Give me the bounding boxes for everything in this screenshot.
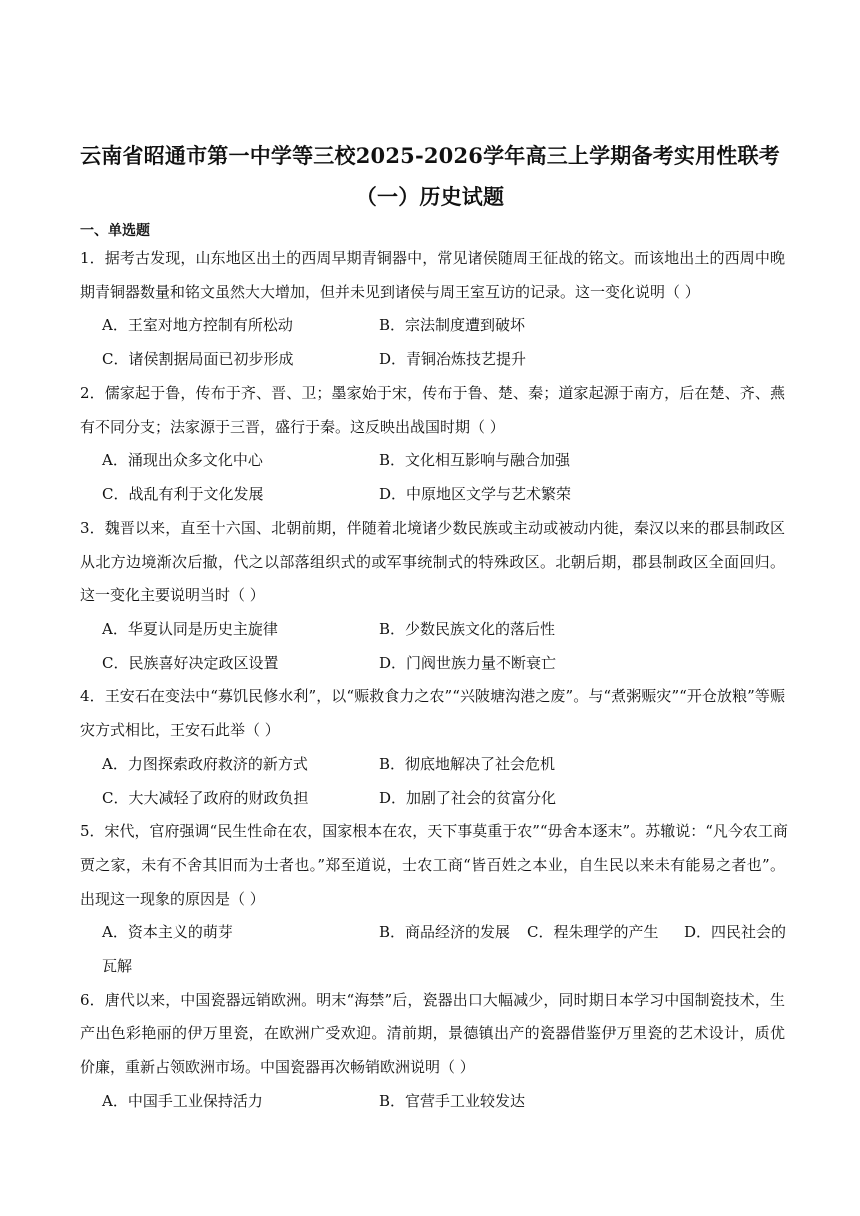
question-3-option-c: C．民族喜好决定政区设置 [102, 654, 279, 672]
question-6-option-b: B．官营手工业较发达 [379, 1092, 526, 1110]
question-6-text-line-2: 产出色彩艳丽的伊万里瓷，在欧洲广受欢迎。清前期，景德镇出产的瓷器借鉴伊万里瓷的艺术设计，质优 [80, 1024, 785, 1042]
question-6-option-a: A．中国手工业保持活力 [102, 1092, 263, 1110]
question-2-text-line-1: 2．儒家起于鲁，传布于齐、晋、卫；墨家始于宋，传布于鲁、楚、秦；道家起源于南方，后在楚、齐、燕 [80, 384, 785, 402]
exam-title-line-1: 云南省昭通市第一中学等三校2025-2026学年高三上学期备考实用性联考 [80, 143, 780, 168]
question-1-option-a: A．王室对地方控制有所松动 [102, 316, 293, 334]
question-4-text-line-2: 灾方式相比，王安石此举（ ） [80, 721, 280, 739]
question-5-text-line-1: 5．宋代，官府强调“民生性命在农，国家根本在农，天下事莫重于农”“毋舍本逐末”。苏辙说：“凡今农工商 [80, 822, 788, 840]
question-1-option-c: C．诸侯割据局面已初步形成 [102, 350, 294, 368]
question-5-option-c: C．程朱理学的产生 [527, 923, 659, 941]
question-4-option-b: B．彻底地解决了社会危机 [379, 755, 556, 773]
question-5-text-line-2: 贾之家，未有不舍其旧而为士者也。”郑至道说，士农工商“皆百姓之本业，自生民以来未有能易之者也”。 [80, 856, 785, 874]
question-1-text-line-1: 1．据考古发现，山东地区出土的西周早期青铜器中，常见诸侯随周王征战的铭文。而该地出土的西周中晚 [80, 249, 785, 267]
question-5-text-line-3: 出现这一现象的原因是（ ） [80, 890, 265, 908]
question-2-text-line-2: 有不同分支；法家源于三晋，盛行于秦。这反映出战国时期（ ） [80, 418, 505, 436]
question-5-option-b: B．商品经济的发展 [379, 923, 511, 941]
question-4-option-c: C．大大减轻了政府的财政负担 [102, 789, 309, 807]
question-1-option-b: B．宗法制度遭到破坏 [379, 316, 526, 334]
exam-title-line-2: （一）历史试题 [355, 184, 505, 209]
question-3-text-line-2: 从北方边境渐次后撤，代之以部落组织式的或军事统制式的特殊政区。北朝后期，郡县制政区全面回归。 [80, 553, 785, 571]
question-5-option-a: A．资本主义的萌芽 [102, 923, 233, 941]
question-3-option-a: A．华夏认同是历史主旋律 [102, 620, 278, 638]
question-3-option-d: D．门阀世族力量不断衰亡 [379, 654, 557, 672]
question-1-text-line-2: 期青铜器数量和铭文虽然大大增加，但并未见到诸侯与周王室互访的记录。这一变化说明（ ） [80, 283, 700, 301]
question-2-option-a: A．涌现出众多文化中心 [102, 451, 263, 469]
question-4-option-a: A．力图探索政府救济的新方式 [102, 755, 308, 773]
question-3-option-b: B．少数民族文化的落后性 [379, 620, 556, 638]
question-1-option-d: D．青铜冶炼技艺提升 [379, 350, 527, 368]
question-2-option-c: C．战乱有利于文化发展 [102, 485, 264, 503]
question-6-text-line-1: 6．唐代以来，中国瓷器远销欧洲。明末“海禁”后，瓷器出口大幅减少，同时期日本学习中国制瓷技术，生 [80, 991, 785, 1009]
question-6-text-line-3: 价廉，重新占领欧洲市场。中国瓷器再次畅销欧洲说明（ ） [80, 1058, 475, 1076]
section-heading: 一、单选题 [80, 223, 150, 239]
question-2-option-d: D．中原地区文学与艺术繁荣 [379, 485, 572, 503]
question-3-text-line-3: 这一变化主要说明当时（ ） [80, 586, 265, 604]
question-2-option-b: B．文化相互影响与融合加强 [379, 451, 571, 469]
question-4-option-d: D．加剧了社会的贫富分化 [379, 789, 557, 807]
question-3-text-line-1: 3．魏晋以来，直至十六国、北朝前期，伴随着北境诸少数民族或主动或被动内徙，秦汉以来的郡县制政区 [80, 519, 785, 537]
question-5-option-d-wrap: 瓦解 [102, 957, 133, 975]
question-4-text-line-1: 4．王安石在变法中“募饥民修水利”，以“赈救食力之农”“兴陂塘沟港之废”。与“煮粥赈灾”“开仓放粮”等赈 [80, 687, 785, 705]
question-5-option-d: D．四民社会的 [684, 923, 787, 941]
